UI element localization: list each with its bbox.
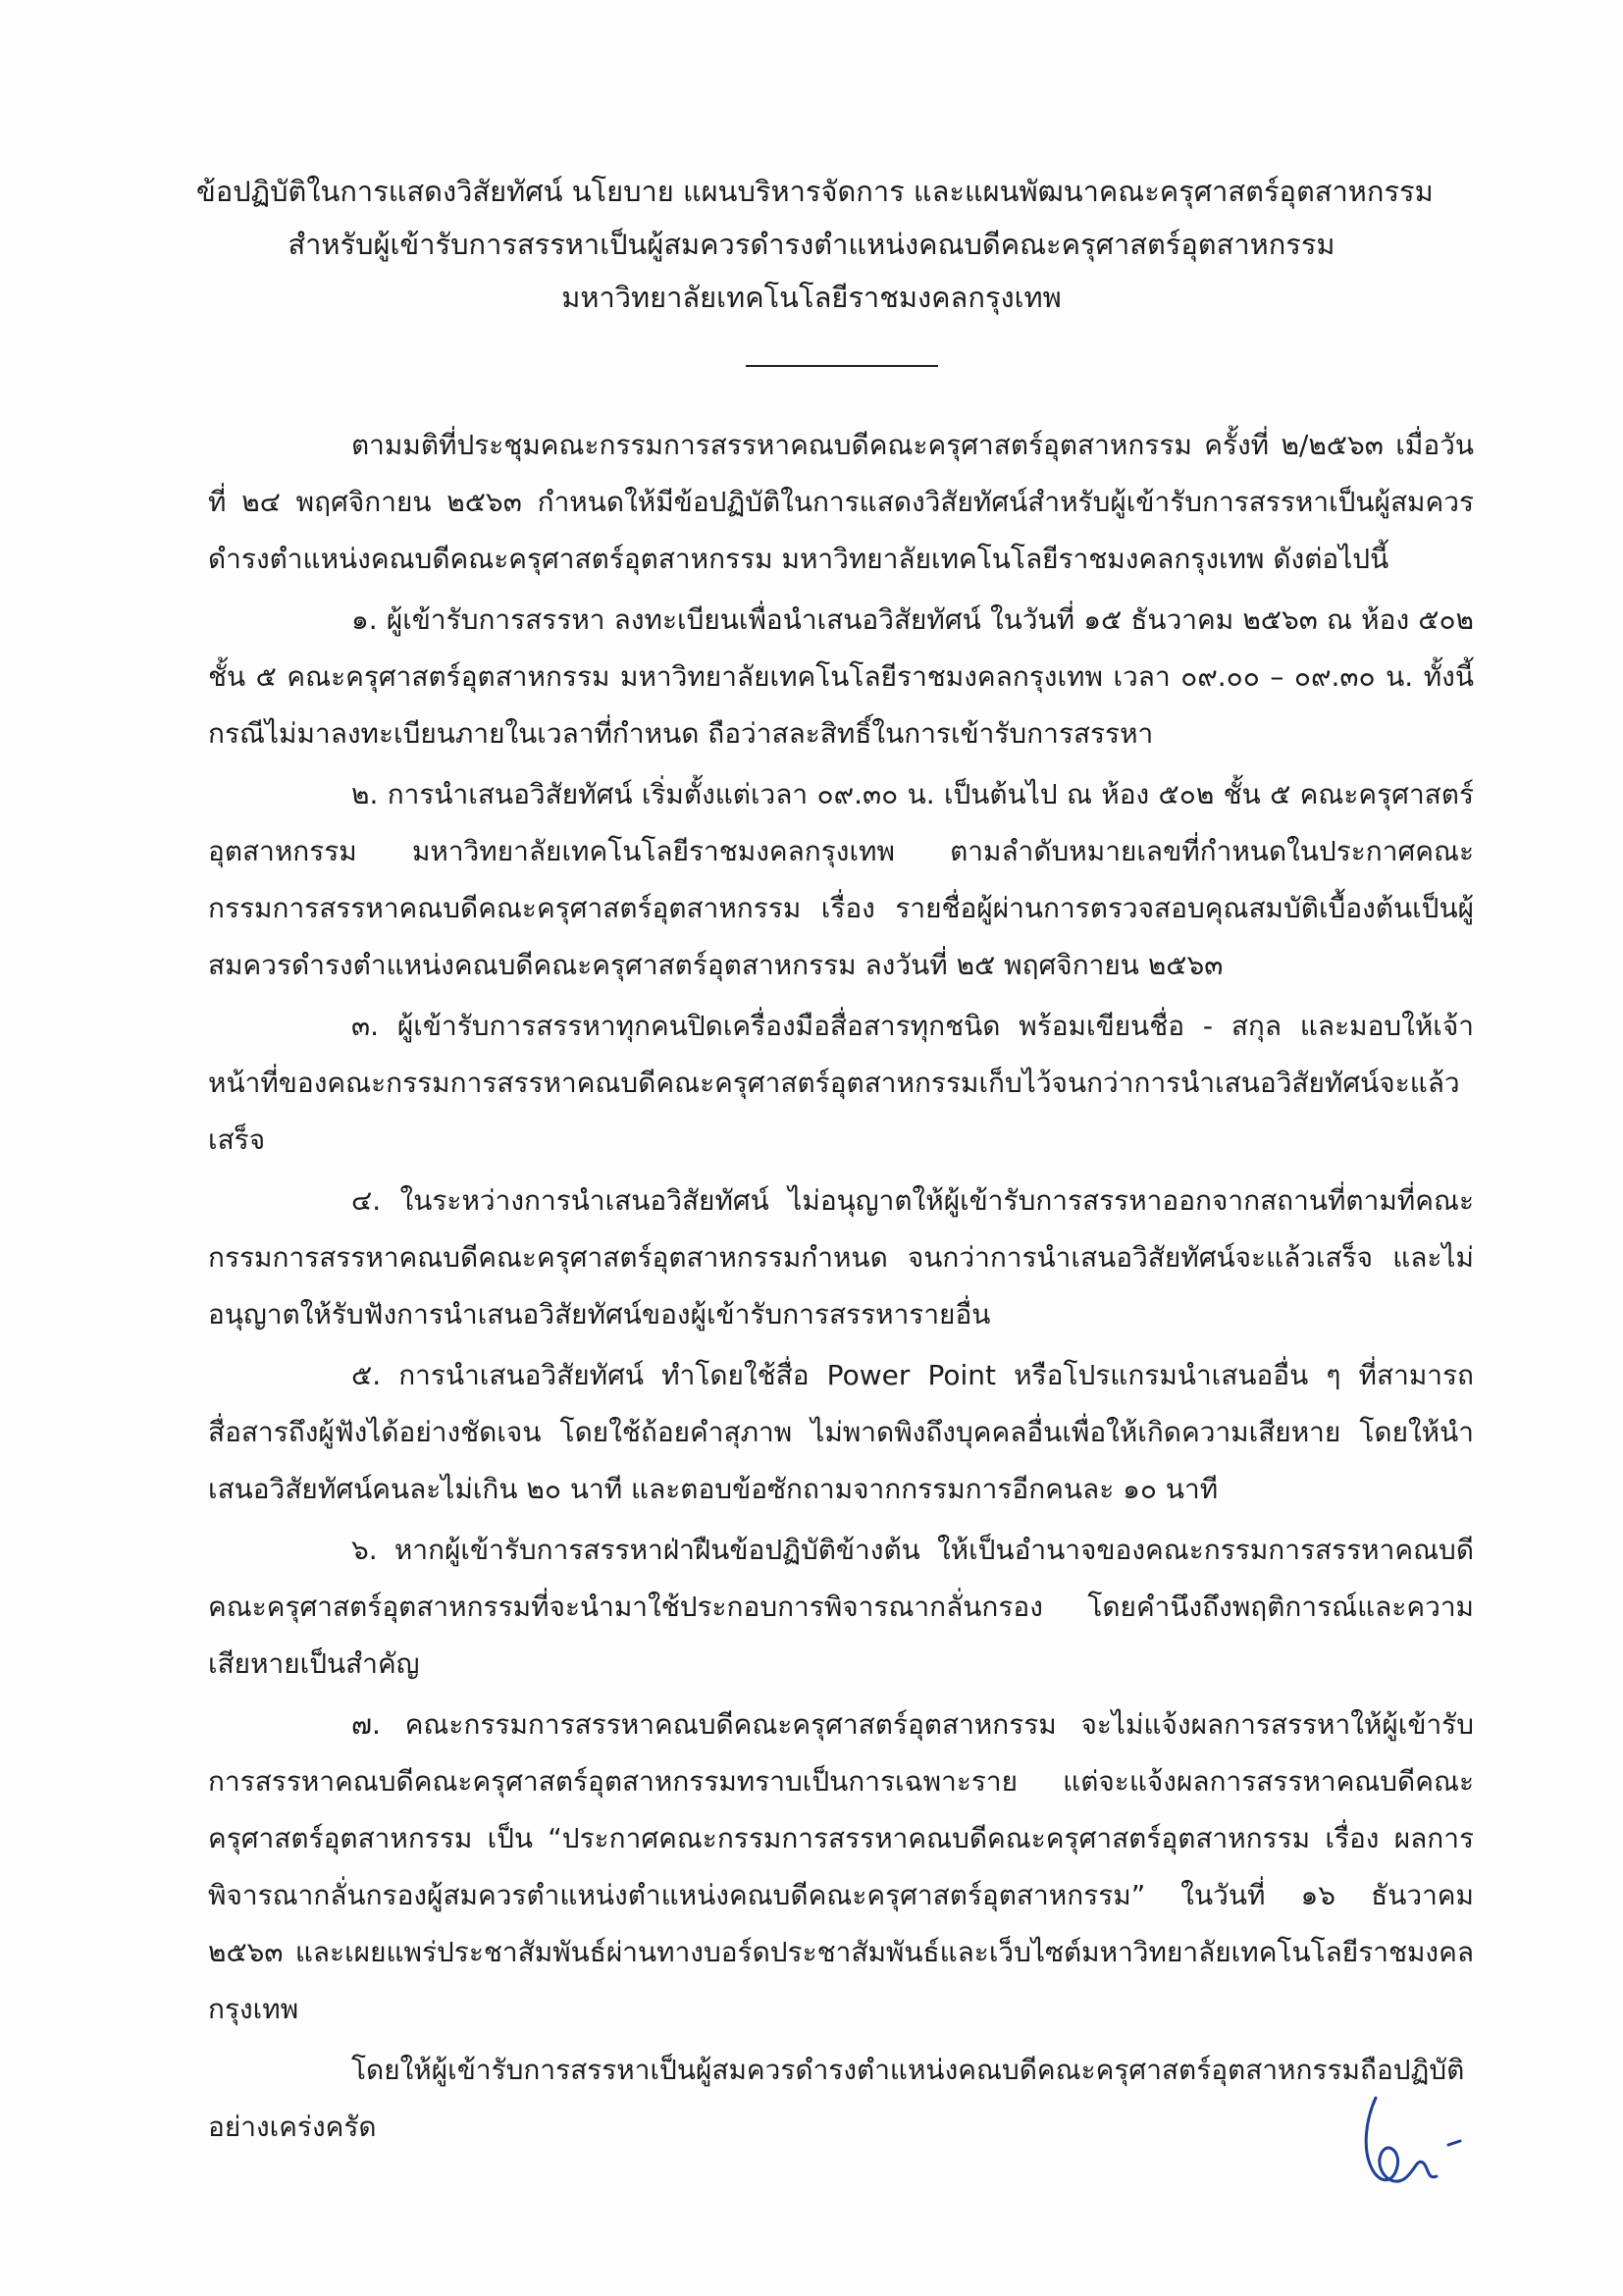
item-7-paragraph: ๗. คณะกรรมการสรรหาคณบดีคณะครุศาสตร์อุตสาหกรรม จะไม่แจ้งผลการสรรหาให้ผู้เข้ารับการสรรหาคณบดีคณะครุศาสตร์อุตสาหกรรมทราบเป็นการเฉพาะราย แต่จะแจ้งผลการสรรหาคณบดีคณะครุศาสตร์อุตสาหกรรม เป็น “ประกาศคณะกรรมการสรรหาคณบดีคณะครุศาสตร์อุตสาหกรรม เรื่อง ผลการพิจารณากลั่นกรองผู้สมควรตำแหน่งตำแหน่งคณบดีคณะครุศาสตร์อุตสาหกรรม” ในวันที่ ๑๖ ธันวาคม ๒๕๖๓ และเผยแพร่ประชาสัมพันธ์ผ่านทางบอร์ดประชาสัมพันธ์และเว็บไซต์มหาวิทยาลัยเทคโนโลยีราชมงคลกรุงเทพ — [208, 1708, 1474, 2025]
header-divider — [746, 365, 938, 367]
header-title-line-1: ข้อปฏิบัติในการแสดงวิสัยทัศน์ นโยบาย แผนบริหารจัดการ และแผนพัฒนาคณะครุศาสตร์อุตสาหกรรม — [196, 175, 1434, 208]
item-5-paragraph: ๕. การนำเสนอวิสัยทัศน์ ทำโดยใช้สื่อ Power Point หรือโปรแกรมนำเสนออื่น ๆ ที่สามารถสื่อสารถึงผู้ฟังได้อย่างชัดเจน โดยใช้ถ้อยคำสุภาพ ไม่พาดพิงถึงบุคคลอื่นเพื่อให้เกิดความเสียหาย โดยให้นำเสนอวิสัยทัศน์คนละไม่เกิน ๒๐ นาที และตอบข้อซักถามจากกรรมการอีกคนละ ๑๐ นาที — [208, 1359, 1474, 1505]
document-body — [208, 417, 1474, 2160]
header-title-line-3: มหาวิทยาลัยเทคโนโลยีราชมงคลกรุงเทพ — [561, 281, 1062, 314]
item-1-paragraph: ๑. ผู้เข้ารับการสรรหา ลงทะเบียนเพื่อนำเสนอวิสัยทัศน์ ในวันที่ ๑๕ ธันวาคม ๒๕๖๓ ณ ห้อง ๕๐๒ ชั้น ๕ คณะครุศาสตร์อุตสาหกรรม มหาวิทยาลัยเทคโนโลยีราชมงคลกรุงเทพ เวลา ๐๙.๐๐ – ๐๙.๓๐ น. ทั้งนี้ กรณีไม่มาลงทะเบียนภายในเวลาที่กำหนด ถือว่าสละสิทธิ์ในการเข้ารับการสรรหา — [208, 603, 1474, 750]
handwritten-signature — [1354, 2090, 1472, 2198]
intro-paragraph: ตามมติที่ประชุมคณะกรรมการสรรหาคณบดีคณะครุศาสตร์อุตสาหกรรม ครั้งที่ ๒/๒๕๖๓ เมื่อวันที่ ๒๔ พฤศจิกายน ๒๕๖๓ กำหนดให้มีข้อปฏิบัติในการแสดงวิสัยทัศน์สำหรับผู้เข้ารับการสรรหาเป็นผู้สมควรดำรงตำแหน่งคณบดีคณะครุศาสตร์อุตสาหกรรม มหาวิทยาลัยเทคโนโลยีราชมงคลกรุงเทพ ดังต่อไปนี้ — [208, 429, 1474, 575]
closing-paragraph: โดยให้ผู้เข้ารับการสรรหาเป็นผู้สมควรดำรงตำแหน่งคณบดีคณะครุศาสตร์อุตสาหกรรมถือปฏิบัติอย่างเคร่งครัด — [208, 2054, 1465, 2143]
item-2-paragraph: ๒. การนำเสนอวิสัยทัศน์ เริ่มตั้งแต่เวลา ๐๙.๓๐ น. เป็นต้นไป ณ ห้อง ๕๐๒ ชั้น ๕ คณะครุศาสตร์อุตสาหกรรม มหาวิทยาลัยเทคโนโลยีราชมงคลกรุงเทพ ตามลำดับหมายเลขที่กำหนดในประกาศคณะกรรมการสรรหาคณบดีคณะครุศาสตร์อุตสาหกรรม เรื่อง รายชื่อผู้ผ่านการตรวจสอบคุณสมบัติเบื้องต้นเป็นผู้สมควรดำรงตำแหน่งคณบดีคณะครุศาสตร์อุตสาหกรรม ลงวันที่ ๒๕ พฤศจิกายน ๒๕๖๓ — [208, 778, 1474, 981]
item-4-paragraph: ๔. ในระหว่างการนำเสนอวิสัยทัศน์ ไม่อนุญาตให้ผู้เข้ารับการสรรหาออกจากสถานที่ตามที่คณะกรรมการสรรหาคณบดีคณะครุศาสตร์อุตสาหกรรมกำหนด จนกว่าการนำเสนอวิสัยทัศน์จะแล้วเสร็จ และไม่อนุญาตให้รับฟังการนำเสนอวิสัยทัศน์ของผู้เข้ารับการสรรหารายอื่น — [208, 1184, 1474, 1331]
document-header — [196, 165, 1434, 324]
item-3-paragraph: ๓. ผู้เข้ารับการสรรหาทุกคนปิดเครื่องมือสื่อสารทุกชนิด พร้อมเขียนชื่อ - สกุล และมอบให้เจ้าหน้าที่ของคณะกรรมการสรรหาคณบดีคณะครุศาสตร์อุตสาหกรรมเก็บไว้จนกว่าการนำเสนอวิสัยทัศน์จะแล้วเสร็จ — [208, 1010, 1474, 1156]
item-6-paragraph: ๖. หากผู้เข้ารับการสรรหาฝ่าฝืนข้อปฏิบัติข้างต้น ให้เป็นอำนาจของคณะกรรมการสรรหาคณบดีคณะครุศาสตร์อุตสาหกรรมที่จะนำมาใช้ประกอบการพิจารณากลั่นกรอง โดยคำนึงถึงพฤติการณ์และความเสียหายเป็นสำคัญ — [208, 1534, 1474, 1680]
header-title-line-2: สำหรับผู้เข้ารับการสรรหาเป็นผู้สมควรดำรงตำแหน่งคณบดีคณะครุศาสตร์อุตสาหกรรม — [288, 228, 1335, 261]
